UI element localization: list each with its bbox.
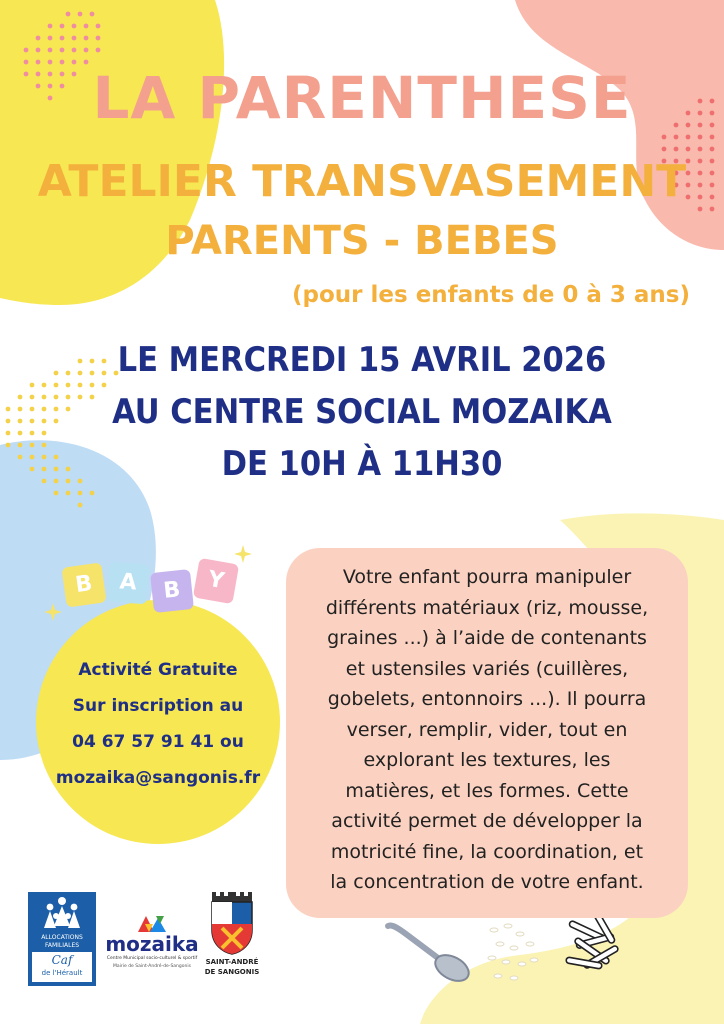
free-activity-label: Activité Gratuite [78,660,238,680]
spoon-icon [380,918,480,988]
town-line1: SAINT-ANDRÉ [205,958,259,966]
baby-block-a: A [107,562,150,605]
caf-logo [28,892,96,986]
caf-line1: ALLOCATIONS [41,934,83,941]
event-location: AU CENTRE SOCIAL MOZAIKA [112,392,612,432]
baby-block-b2: B [150,569,194,613]
description-line: gobelets, entonnoirs ...). Il pourra [327,688,647,710]
caf-line3: Caf [51,953,73,967]
email-address[interactable]: mozaika@sangonis.fr [55,768,261,788]
coat-of-arms-icon [208,890,256,956]
event-date: LE MERCREDI 15 AVRIL 2026 [117,340,607,380]
description-text [286,562,688,898]
description-line: la concentration de votre enfant. [330,871,644,893]
mozaika-logo [100,914,204,974]
family-icon [40,896,84,932]
baby-block-y: Y [193,558,239,604]
description-line: activité permet de développer la [331,810,643,832]
event-title: LA PARENTHESE [92,64,632,132]
description-line: graines ...) à l’aide de contenants [327,627,647,649]
baby-block-b1: B [61,562,106,607]
event-subtitle-audience: PARENTS - BEBES [165,218,559,264]
caf-line2: FAMILIALES [44,942,80,949]
mozaika-name: mozaika [105,932,199,956]
town-logo [200,890,264,990]
description-line: verser, remplir, vider, tout en [346,718,628,741]
description-line: Votre enfant pourra manipuler [342,566,632,588]
event-time: DE 10H À 11H30 [221,444,503,484]
baby-blocks [44,545,254,625]
registration-label: Sur inscription au [72,696,244,716]
town-line2: DE SANGONIS [204,968,260,976]
caf-lower [32,952,92,982]
sparkle-icon [234,545,252,563]
contact-info [28,652,288,796]
event-subtitle-workshop: ATELIER TRANSVASEMENT [37,156,687,207]
mozaika-tagline: Centre Municipal socio-culturel & sportif [106,956,198,961]
sparkle-icon [44,603,62,621]
description-line: matières, et les formes. Cette [345,779,629,802]
age-note: (pour les enfants de 0 à 3 ans) [292,282,690,308]
description-box [286,548,688,918]
description-line: explorant les textures, les [363,749,611,771]
mozaika-mark-icon [136,914,170,934]
mozaika-sub: Mairie de Saint-André-de-Sangonis [113,964,191,969]
phone-number[interactable]: 04 67 57 91 41 ou [72,732,244,752]
description-line: différents matériaux (riz, mousse, [325,596,649,619]
caf-line4: de l'Hérault [41,969,83,977]
rice-grains-icon [484,918,554,988]
description-line: et ustensiles variés (cuillères, [345,657,629,680]
pasta-icon [562,918,632,978]
description-line: motricité fine, la coordination, et [330,840,644,863]
